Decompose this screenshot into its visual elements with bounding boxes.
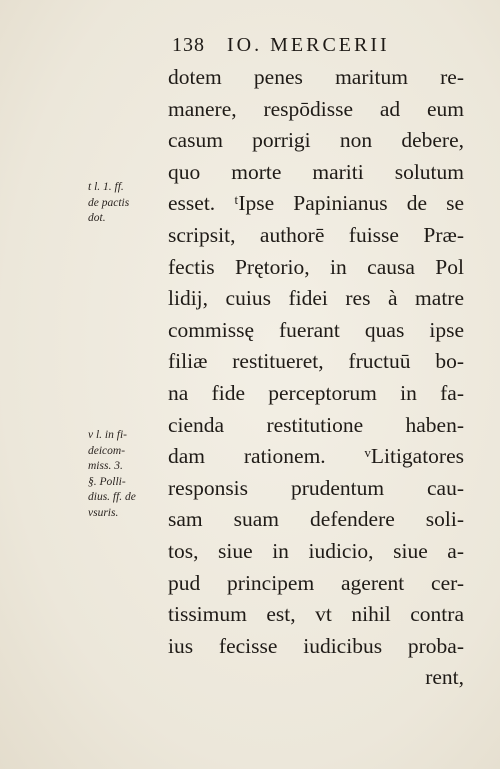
text-line: manere, respōdisse ad eum [168, 96, 464, 121]
text-line: scripsit, authorē fuisse Præ- [168, 222, 464, 247]
text-line: rent, [425, 665, 464, 690]
text-line: pud principem agerent cer- [168, 570, 464, 595]
margin-note-line: v l. in fi- [88, 429, 127, 441]
page-number: 138 [172, 34, 205, 56]
margin-note-line: dius. ff. de [88, 491, 136, 503]
text-line: responsis prudentum cau- [168, 475, 464, 500]
margin-note-line: §. Polli- [88, 475, 126, 488]
text-line: esset. ᵗIpse Papinianus de se [168, 191, 464, 216]
text-line: lidij, cuius fidei res à matre [168, 286, 464, 311]
page-header [172, 34, 390, 57]
text-line: quo morte mariti solutum [168, 159, 464, 184]
text-line: dam rationem. ᵛLitigatores [168, 444, 464, 469]
margin-note-line: dot. [88, 212, 106, 224]
margin-note-2 [88, 428, 168, 521]
text-line: na fide perceptorum in fa- [168, 380, 464, 405]
text-line: tissimum est, vt nihil contra [168, 602, 464, 627]
text-line: casum porrigi non debere, [168, 128, 464, 153]
margin-note-line: deicom- [88, 444, 126, 457]
running-title: IO. MERCERII [227, 34, 390, 56]
margin-note-line: vsuris. [88, 506, 119, 519]
text-line: ius fecisse iudicibus proba- [168, 633, 464, 658]
text-line: fectis Prętorio, in causa Pol [168, 254, 464, 279]
margin-note-line: t l. 1. ff. [88, 181, 124, 193]
text-line: commissę fuerant quas ipse [168, 317, 464, 342]
margin-note-1 [88, 180, 168, 227]
text-line: filiæ restitueret, fructuū bo- [168, 349, 464, 374]
text-line: dotem penes maritum re- [168, 65, 464, 89]
text-line: tos, siue in iudicio, siue a- [168, 538, 464, 563]
text-line: sam suam defendere soli- [168, 507, 464, 532]
margin-note-line: miss. 3. [88, 460, 123, 472]
text-line: cienda restitutione haben- [168, 412, 464, 437]
body-text [168, 62, 464, 694]
margin-note-line: de pactis [88, 196, 130, 209]
